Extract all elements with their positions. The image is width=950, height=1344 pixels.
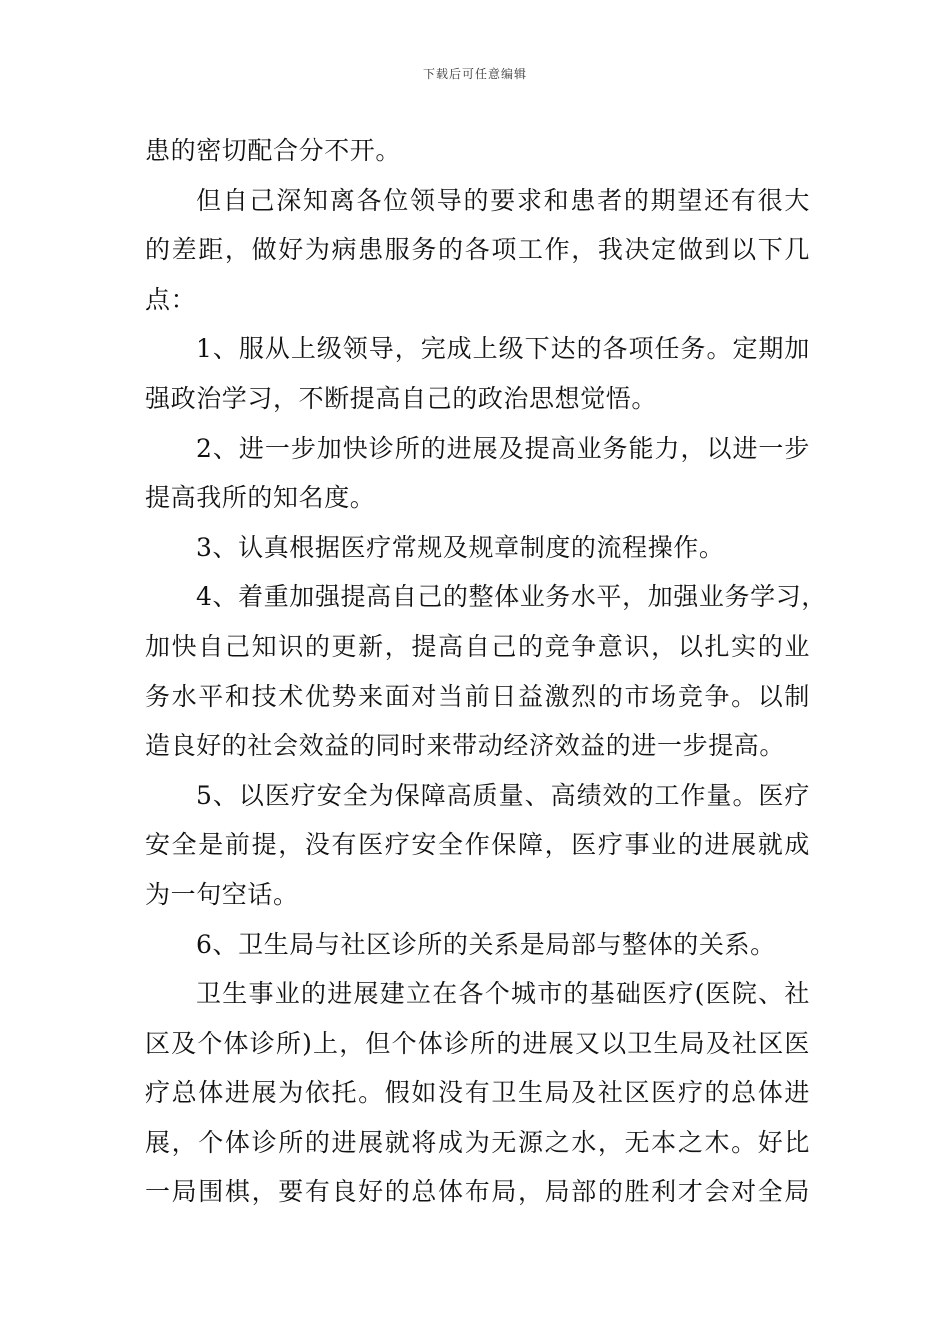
- text-line: 点：: [145, 284, 197, 314]
- text-line: 的差距，做好为病患服务的各项工作，我决定做到以下几: [145, 235, 810, 265]
- text-line: 强政治学习，不断提高自己的政治思想觉悟。: [145, 383, 658, 413]
- text-line: 一局围棋，要有良好的总体布局，局部的胜利才会对全局: [145, 1177, 810, 1207]
- text-line: 6、卫生局与社区诊所的关系是局部与整体的关系。: [196, 929, 776, 959]
- text-line: 2、进一步加快诊所的进展及提高业务能力，以进一步: [196, 433, 810, 463]
- text-line: 但自己深知离各位领导的要求和患者的期望还有很大: [196, 185, 810, 215]
- text-line: 提高我所的知名度。: [145, 483, 376, 513]
- text-line: 3、认真根据医疗常规及规章制度的流程操作。: [196, 532, 725, 562]
- text-line: 造良好的社会效益的同时来带动经济效益的进一步提高。: [145, 731, 786, 761]
- text-line: 4、着重加强提高自己的整体业务水平，加强业务学习，: [196, 582, 827, 612]
- text-line: 患的密切配合分不开。: [145, 136, 402, 165]
- text-line: 务水平和技术优势来面对当前日益激烈的市场竞争。以制: [145, 681, 810, 711]
- text-line: 1、服从上级领导，完成上级下达的各项任务。定期加: [196, 334, 810, 364]
- text-line: 5、以医疗安全为保障高质量、高绩效的工作量。医疗: [196, 780, 810, 810]
- text-line: 展，个体诊所的进展就将成为无源之水，无本之木。好比: [145, 1127, 810, 1157]
- text-line: 卫生事业的进展建立在各个城市的基础医疗(医院、社: [196, 979, 810, 1009]
- page-header: 下载后可任意编辑: [422, 67, 527, 81]
- text-line: 为一句空话。: [145, 879, 299, 909]
- document-body: [145, 126, 827, 1217]
- text-line: 安全是前提，没有医疗安全作保障，医疗事业的进展就成: [145, 830, 810, 860]
- text-line: 区及个体诊所)上，但个体诊所的进展又以卫生局及社区医: [145, 1028, 810, 1058]
- text-line: 加快自己知识的更新，提高自己的竞争意识，以扎实的业: [145, 631, 810, 661]
- text-line: 疗总体进展为依托。假如没有卫生局及社区医疗的总体进: [145, 1078, 810, 1108]
